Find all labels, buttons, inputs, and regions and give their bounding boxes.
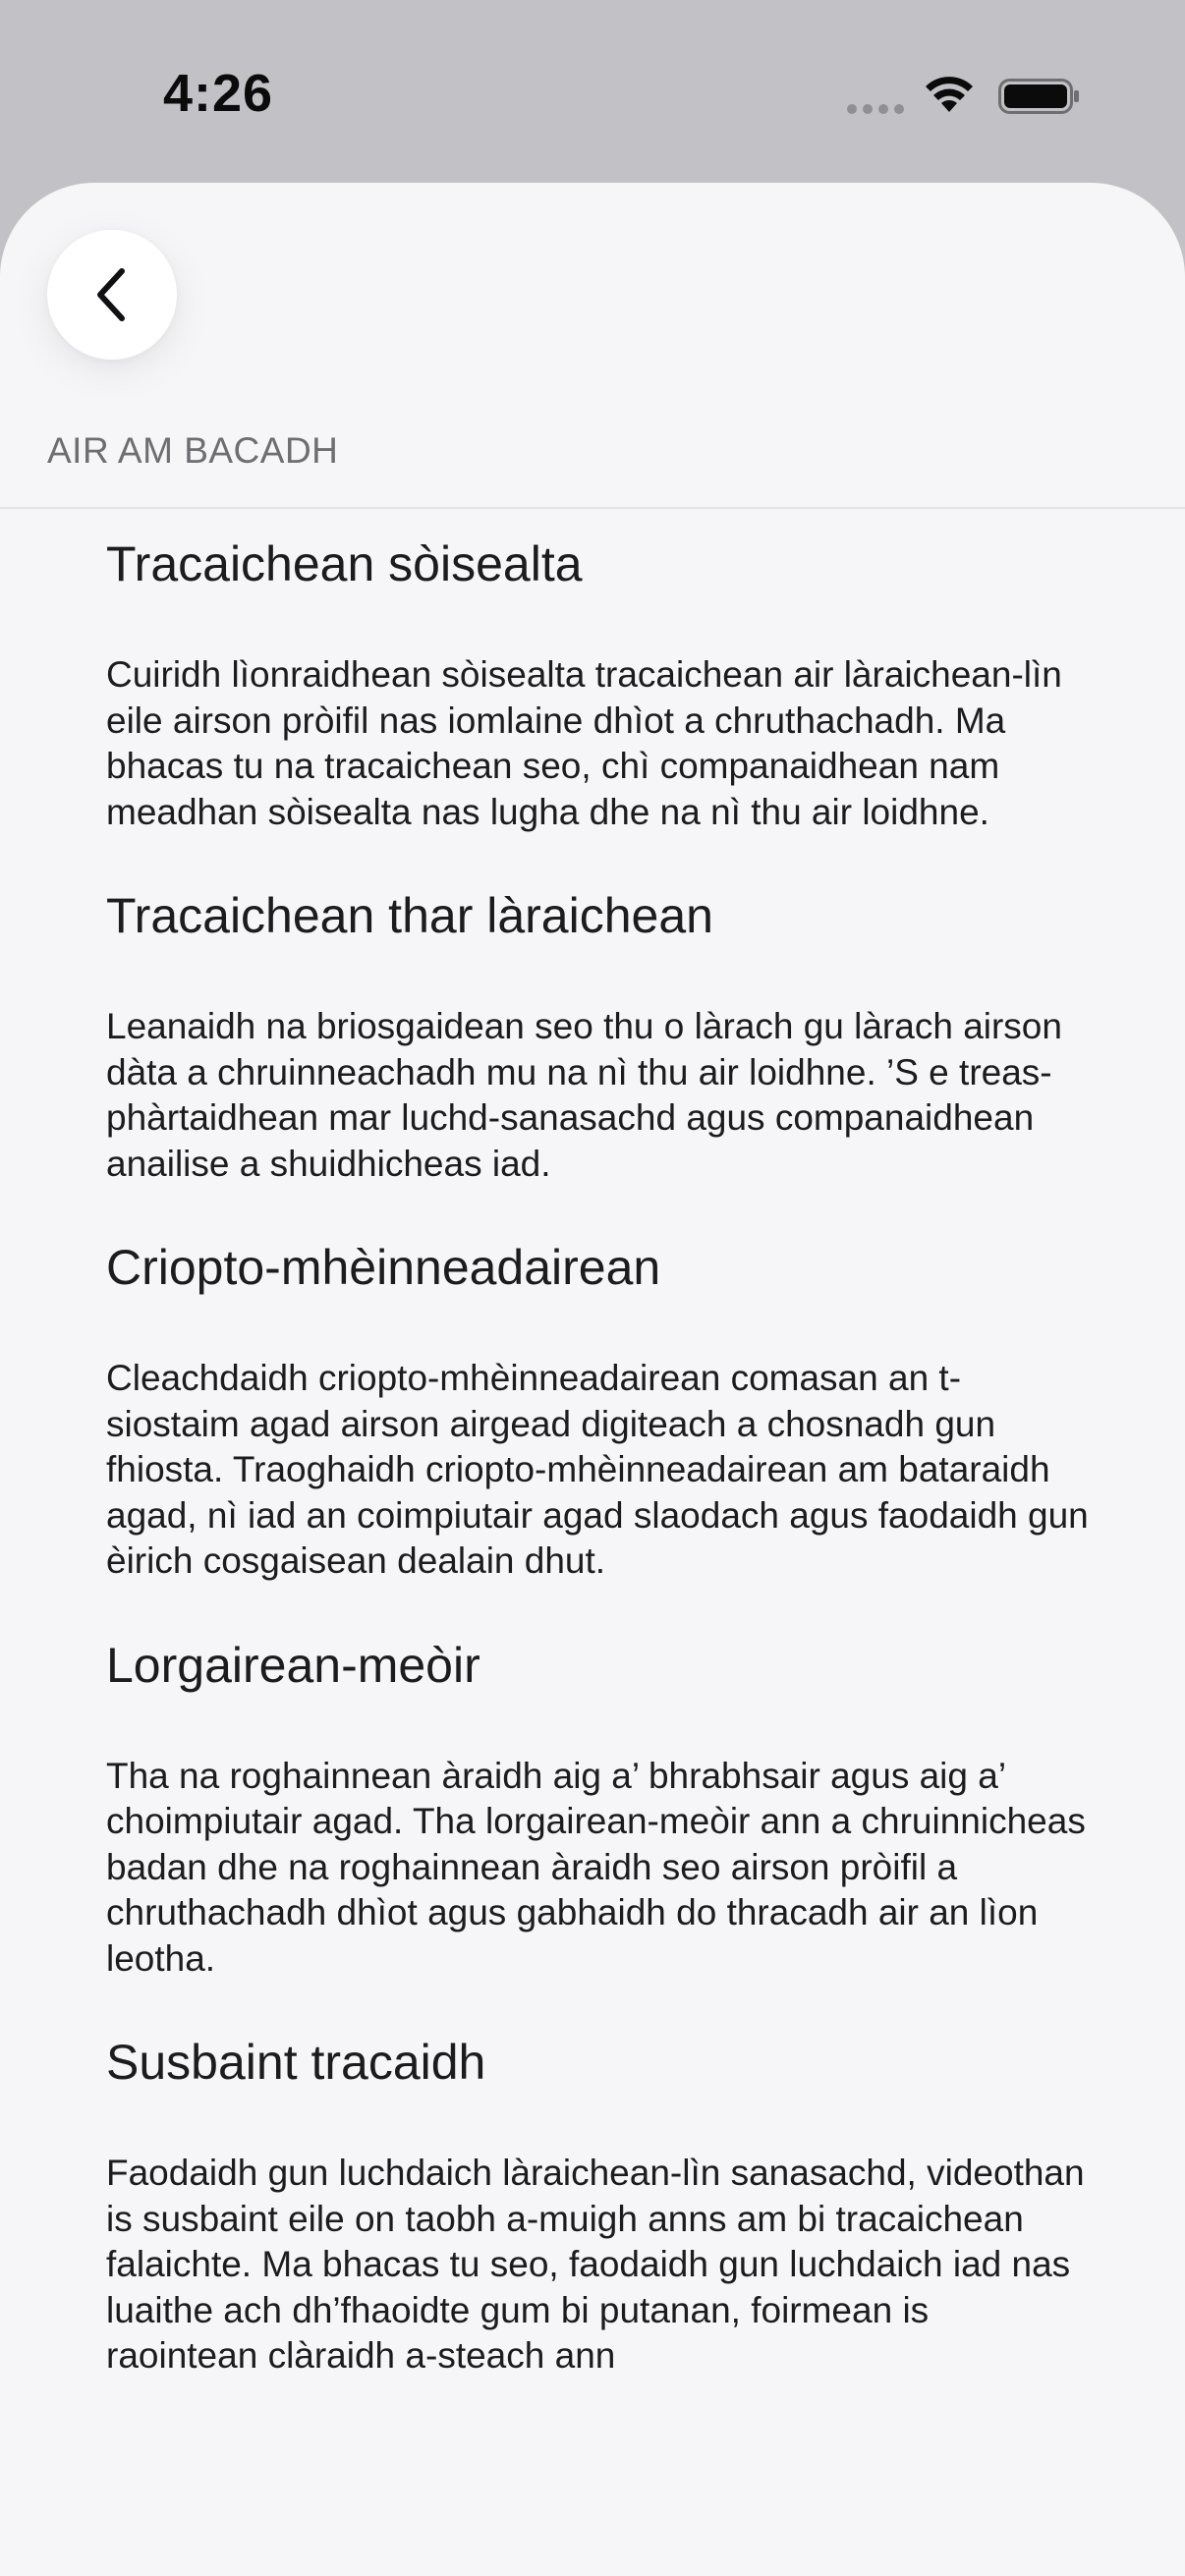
section-body: Tha na roghainnean àraidh aig a’ bhrabhsair agus aig a’ choimpiutair agad. Tha lorgairean-meòir ann a chruinnicheas badan dhe na roghainnean àraidh seo airson pròifil a chruthachadh dhìot agus gabhaidh do thracadh air an lìon leotha. [106,1755,1086,1979]
section-tracking-content [106,2031,1089,2380]
section-title: Lorgairean-meòir [106,1637,480,1693]
modal-sheet [0,183,1185,2576]
section-cryptominers [106,1236,1089,1585]
cellular-signal-icon [847,104,910,114]
section-cross-site-trackers [106,884,1089,1187]
back-button[interactable] [47,230,177,360]
section-title: Tracaichean thar làraichean [106,888,713,943]
section-title: Susbaint tracaidh [106,2035,486,2090]
status-bar [0,0,1185,183]
status-time: 4:26 [163,64,274,123]
section-label: AIR AM BACADH [47,430,339,471]
section-title: Tracaichean sòisealta [106,536,583,591]
section-social-trackers [106,532,1089,835]
battery-icon [998,77,1081,116]
section-fingerprinters [106,1634,1089,1983]
section-body: Faodaidh gun luchdaich làraichean-lìn sanasachd, videothan is susbaint eile on taobh a-muigh anns am bi tracaichean falaichte. Ma bhacas tu seo, faodaidh gun luchdaich iad nas luaithe ach dh’fhaoidte gum bi putanan, foirmean is raointean clàraidh a-steach ann [106,2153,1085,2376]
chevron-left-icon [90,265,134,324]
tracker-list [106,532,1089,2380]
section-body: Leanaidh na briosgaidean seo thu o làrach gu làrach airson dàta a chruinneachadh mu na nì thu air loidhne. ’S e treas-phàrtaidhean mar luchd-sanasachd agus companaidhean anailise a shuidhicheas iad. [106,1006,1062,1184]
wifi-icon [924,75,975,114]
divider [0,507,1185,509]
section-body: Cuiridh lìonraidhean sòisealta tracaichean air làraichean-lìn eile airson pròifil nas iomlaine dhìot a chruthachadh. Ma bhacas tu na tracaichean seo, chì companaidhean nam meadhan sòisealta nas lugha dhe na nì thu air loidhne. [106,654,1062,832]
section-body: Cleachdaidh criopto-mhèinneadairean comasan an t-siostaim agad airson airgead digiteach a chosnadh gun fhiosta. Traoghaidh criopto-mhèinneadairean am bataraidh agad, nì iad an coimpiutair agad slaodach agus faodaidh gun èirich cosgaisean dealain dhut. [106,1358,1089,1581]
section-title: Criopto-mhèinneadairean [106,1240,661,1295]
